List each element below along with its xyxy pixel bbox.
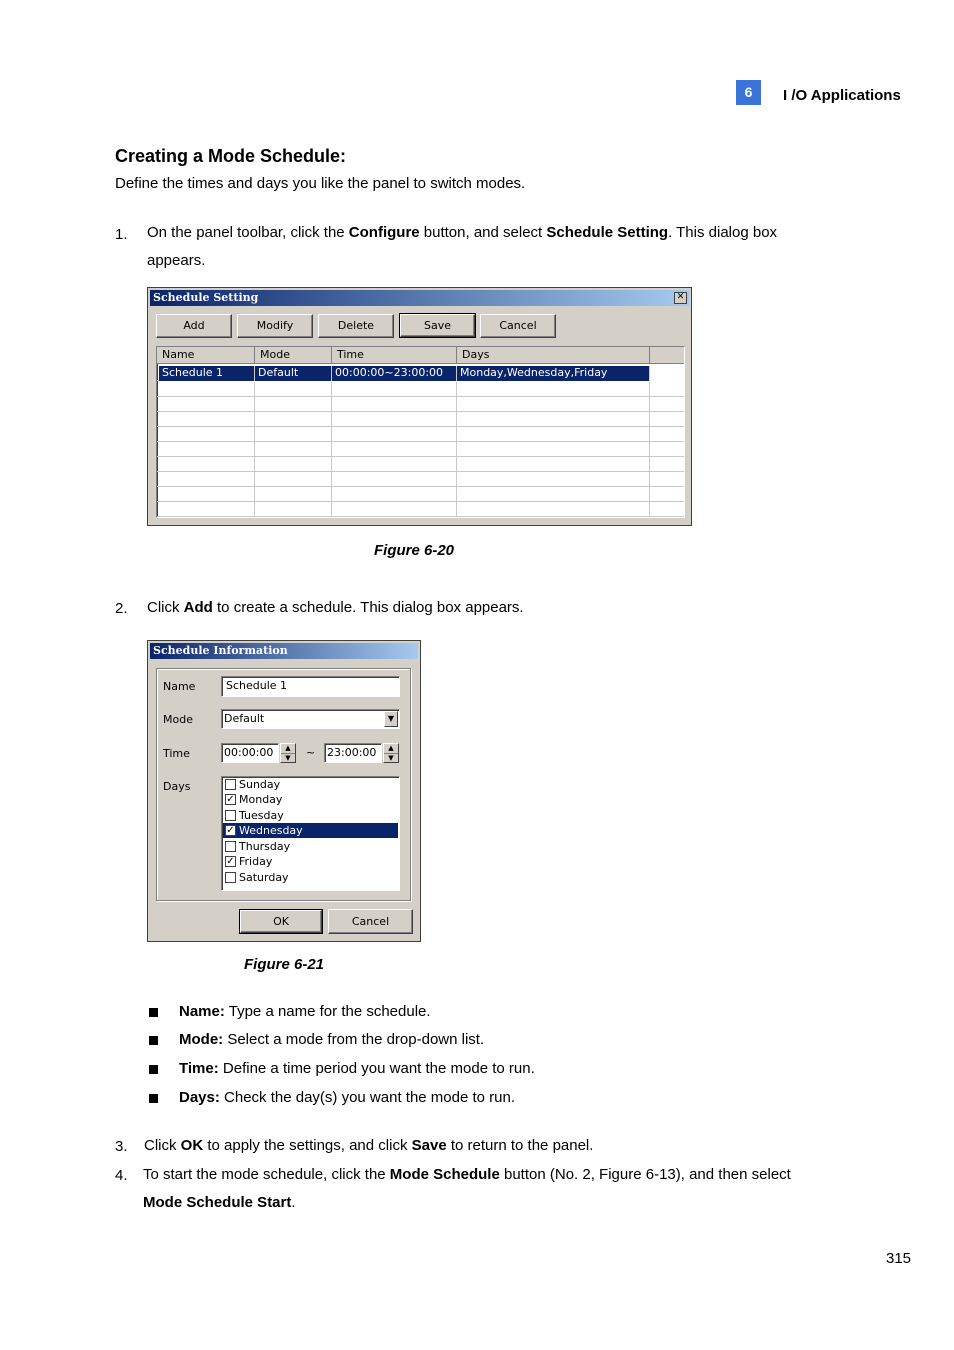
cancel-button[interactable]: Cancel (480, 314, 556, 338)
delete-button[interactable]: Delete (318, 314, 394, 338)
column-header-mode[interactable]: Mode (255, 347, 332, 364)
bullet-days: Days: Check the day(s) you want the mode to run. (179, 1089, 516, 1106)
modify-button[interactable]: Modify (237, 314, 313, 338)
checkbox-checked-icon[interactable]: ✓ (226, 856, 235, 867)
step-4-text: To start the mode schedule, click the Mode Schedule button (No. 2, Figure 6-13), and then select Mode Schedule Start. (143, 1166, 791, 1211)
add-button[interactable]: Add (156, 314, 232, 338)
time-end-field[interactable]: 23:00:00 (324, 743, 382, 763)
dialog-titlebar: Schedule Setting (150, 290, 689, 306)
name-label: Name (163, 680, 196, 693)
day-item-friday[interactable]: ✓ Friday (226, 855, 273, 868)
cell-time: 00:00:00~23:00:00 (332, 366, 457, 381)
time-separator: ~ (306, 746, 316, 759)
day-item-tuesday[interactable]: Tuesday (223, 808, 398, 823)
column-header-empty (650, 347, 685, 364)
checkbox-icon[interactable] (225, 779, 236, 790)
mode-label: Mode (163, 713, 193, 726)
bullet-icon (149, 1094, 158, 1103)
column-header-name[interactable]: Name (157, 347, 255, 364)
spin-down-icon[interactable]: ▼ (285, 754, 291, 762)
table-row[interactable] (157, 412, 684, 427)
chevron-down-icon[interactable]: ▼ (384, 711, 398, 727)
step-4-number: 4. (115, 1167, 128, 1184)
cell-name: Schedule 1 (159, 366, 255, 381)
ok-button[interactable]: OK (240, 910, 322, 933)
section-intro: Define the times and days you like the panel to switch modes. (115, 175, 526, 192)
step-1-text: On the panel toolbar, click the Configure button, and select Schedule Setting. This dialog box appears. (147, 224, 778, 269)
cell-empty (650, 366, 685, 381)
bullet-icon (149, 1008, 158, 1017)
bullet-icon (149, 1065, 158, 1074)
chapter-number-badge: 6 (736, 80, 761, 105)
table-row[interactable] (157, 382, 684, 397)
step-2-text: Click Add to create a schedule. This dialog box appears. (147, 599, 524, 616)
cell-mode: Default (255, 366, 332, 381)
day-item-saturday[interactable]: Saturday (223, 870, 398, 885)
column-header-time[interactable]: Time (332, 347, 457, 364)
bullet-name: Name: Type a name for the schedule. (179, 1003, 431, 1020)
spin-up-icon[interactable]: ▲ (384, 744, 398, 754)
checkbox-icon[interactable] (225, 841, 236, 852)
days-checklist[interactable] (221, 776, 400, 891)
table-row[interactable] (157, 366, 684, 381)
spin-down-icon[interactable]: ▼ (388, 754, 394, 762)
step-3-number: 3. (115, 1138, 128, 1155)
table-row[interactable] (157, 427, 684, 442)
day-item-sunday[interactable]: Sunday (223, 777, 398, 792)
table-row[interactable] (157, 502, 684, 517)
chapter-title: I /O Applications (783, 87, 901, 104)
column-header-days[interactable]: Days (457, 347, 650, 364)
cell-days: Monday,Wednesday,Friday (457, 366, 650, 381)
day-item-monday[interactable]: ✓ Monday (226, 793, 283, 806)
schedule-setting-dialog (147, 287, 692, 526)
day-item-wednesday[interactable]: ✓ Wednesday (223, 823, 398, 838)
figure-6-21-caption: Figure 6-21 (244, 956, 325, 973)
step-2-number: 2. (115, 600, 128, 617)
name-field[interactable]: Schedule 1 (221, 676, 400, 697)
schedule-information-dialog (147, 640, 421, 942)
table-row[interactable] (157, 442, 684, 457)
days-label: Days (163, 780, 191, 793)
bullet-time: Time: Define a time period you want the mode to run. (179, 1060, 535, 1077)
section-title: Creating a Mode Schedule: (115, 146, 347, 166)
time-label: Time (163, 747, 190, 760)
checkbox-checked-icon[interactable]: ✓ (226, 825, 235, 836)
time-start-spinner[interactable] (280, 743, 296, 763)
time-end-spinner[interactable] (383, 743, 399, 763)
step-3-text: Click OK to apply the settings, and click Save to return to the panel. (144, 1137, 594, 1154)
checkbox-icon[interactable] (225, 872, 236, 883)
day-item-thursday[interactable]: Thursday (223, 839, 398, 854)
checkbox-checked-icon[interactable]: ✓ (226, 794, 235, 805)
mode-select[interactable] (221, 709, 400, 729)
time-start-field[interactable]: 00:00:00 (221, 743, 279, 763)
dialog-titlebar: Schedule Information (150, 643, 418, 659)
table-row[interactable] (157, 472, 684, 487)
close-icon[interactable]: ✕ (674, 292, 687, 304)
table-row[interactable] (157, 487, 684, 502)
schedule-list[interactable] (156, 346, 685, 518)
spin-up-icon[interactable]: ▲ (281, 744, 295, 754)
save-button[interactable]: Save (400, 314, 475, 337)
table-row[interactable] (157, 397, 684, 412)
table-row[interactable] (157, 457, 684, 472)
bullet-mode: Mode: Select a mode from the drop-down list. (179, 1031, 485, 1048)
figure-6-20-caption: Figure 6-20 (374, 542, 455, 559)
mode-select-value: Default (224, 712, 265, 725)
checkbox-icon[interactable] (225, 810, 236, 821)
cancel-button[interactable]: Cancel (328, 909, 413, 934)
bullet-icon (149, 1036, 158, 1045)
page-number: 315 (886, 1250, 912, 1267)
step-1-number: 1. (115, 226, 128, 243)
